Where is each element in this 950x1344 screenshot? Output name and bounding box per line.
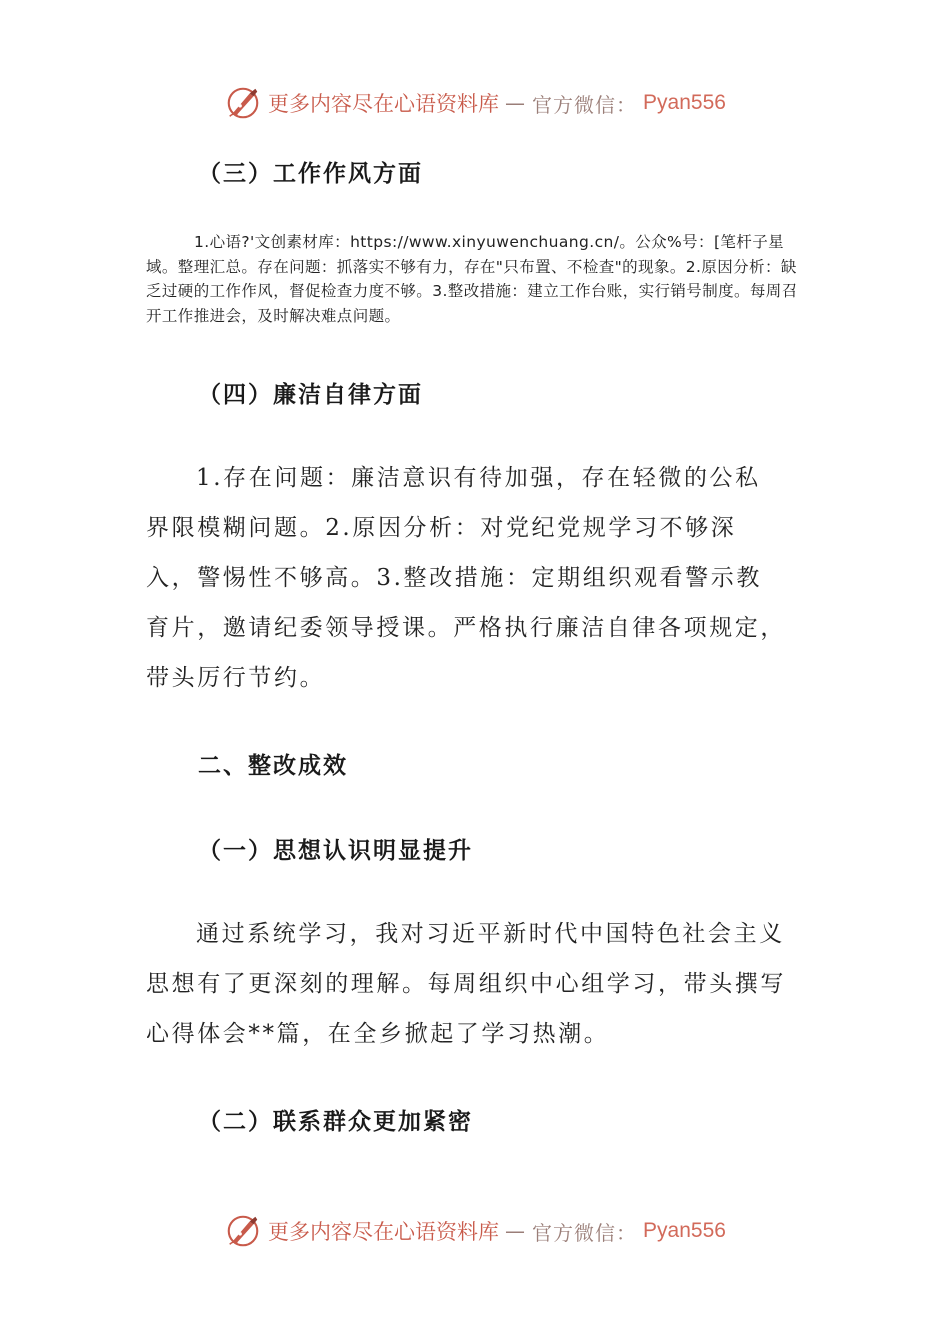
watermark-footer [0,1212,950,1250]
heading-integrity: （四）廉洁自律方面 [198,382,423,408]
paragraph-thinking: 通过系统学习，我对习近平新时代中国特色社会主义思想有了更深刻的理解。每周组织中心组学习，带头撰写心得体会**篇，在全乡掀起了学习热潮。 [146,921,786,1047]
heading-masses: （二）联系群众更加紧密 [198,1109,473,1135]
heading-thinking: （一）思想认识明显提升 [198,838,473,864]
paragraph-work-style: 1.心语?'文创素材库：https://www.xinyuwenchuang.cn/。公众%号：[笔杆子星域。整理汇总。存在问题：抓落实不够有力，存在"只布置、不检查"的现象。2.原因分析：缺乏过硬的工作作风，督促检查力度不够。3.整改措施：建立工作台账，实行销号制度。每周召开工作推进会，及时解决难点问题。 [146,233,798,325]
pen-nib-circle-icon [224,84,262,122]
watermark-separator: — [505,91,527,115]
watermark-wechat-id: Pyan556 [643,91,726,114]
watermark-wechat-id: Pyan556 [643,1219,726,1242]
paragraph-integrity: 1.存在问题：廉洁意识有待加强，存在轻微的公私界限模糊问题。2.原因分析：对党纪党规学习不够深入，警惕性不够高。3.整改措施：定期组织观看警示教育片，邀请纪委领导授课。严格执行廉洁自律各项规定，带头厉行节约。 [146,465,786,691]
watermark-official-label: 官方微信： [532,1220,638,1245]
watermark-brand-text: 更多内容尽在心语资料库 [268,92,500,116]
heading-results: 二、整改成效 [198,753,348,779]
watermark-official-label: 官方微信： [532,92,638,117]
watermark-separator: — [505,1219,527,1243]
pen-nib-circle-icon [224,1212,262,1250]
heading-work-style: （三）工作作风方面 [198,161,423,187]
watermark-brand-text: 更多内容尽在心语资料库 [268,1220,500,1244]
watermark-header [0,84,950,122]
